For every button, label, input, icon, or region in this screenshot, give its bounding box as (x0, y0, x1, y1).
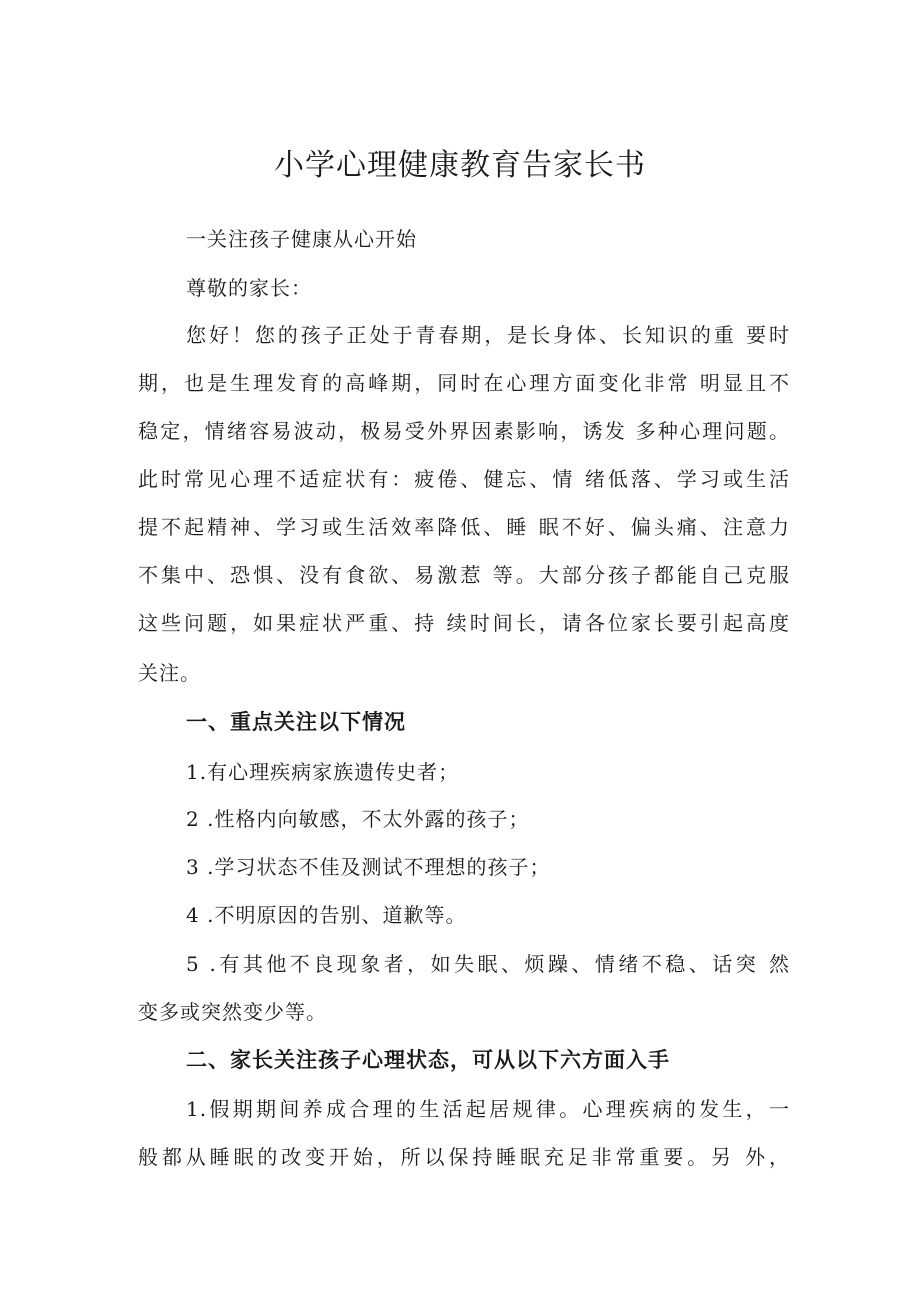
list-item: 5 .有其他不良现象者，如失眠、烦躁、情绪不稳、话突 然 (186, 952, 790, 976)
subtitle: 一关注孩子健康从心开始 (186, 227, 417, 251)
document-title: 小学心理健康教育告家长书 (274, 148, 646, 183)
paragraph-line: 此时常见心理不适症状有：疲倦、健忘、情 绪低落、学习或生活 (138, 467, 790, 491)
list-item: 1.有心理疾病家族遗传史者； (186, 760, 460, 784)
list-item: 4 .不明原因的告别、道歉等。 (186, 903, 467, 927)
section-heading-1: 一、重点关注以下情况 (186, 710, 406, 734)
paragraph-line: 您好！您的孩子正处于青春期，是长身体、长知识的重 要时 (186, 323, 790, 347)
list-item-continuation: 变多或突然变少等。 (138, 1000, 327, 1024)
list-item: 2 .性格内向敏感，不太外露的孩子； (186, 807, 530, 831)
paragraph-line: 1.假期期间养成合理的生活起居规律。心理疾病的发生，一 (186, 1097, 790, 1121)
paragraph-line: 提不起精神、学习或生活效率降低、睡 眠不好、偏头痛、注意力 (138, 515, 790, 539)
paragraph-line: 期，也是生理发育的高峰期，同时在心理方面变化非常 明显且不 (138, 371, 790, 395)
paragraph-line: 关注。 (138, 661, 201, 685)
list-item: 3 .学习状态不佳及测试不理想的孩子； (186, 855, 551, 879)
paragraph-line: 这些问题，如果症状严重、持 续时间长，请各位家长要引起高度 (138, 611, 790, 635)
salutation: 尊敬的家长： (186, 276, 312, 300)
paragraph-line: 不集中、恐惧、没有食欲、易激惹 等。大部分孩子都能自己克服 (138, 563, 790, 587)
paragraph-line: 稳定，情绪容易波动，极易受外界因素影响，诱发 多种心理问题。 (138, 419, 790, 443)
paragraph-line: 般都从睡眠的改变开始，所以保持睡眠充足非常重要。另 外， (138, 1145, 790, 1169)
section-heading-2: 二、家长关注孩子心理状态，可从以下六方面入手 (186, 1048, 670, 1072)
